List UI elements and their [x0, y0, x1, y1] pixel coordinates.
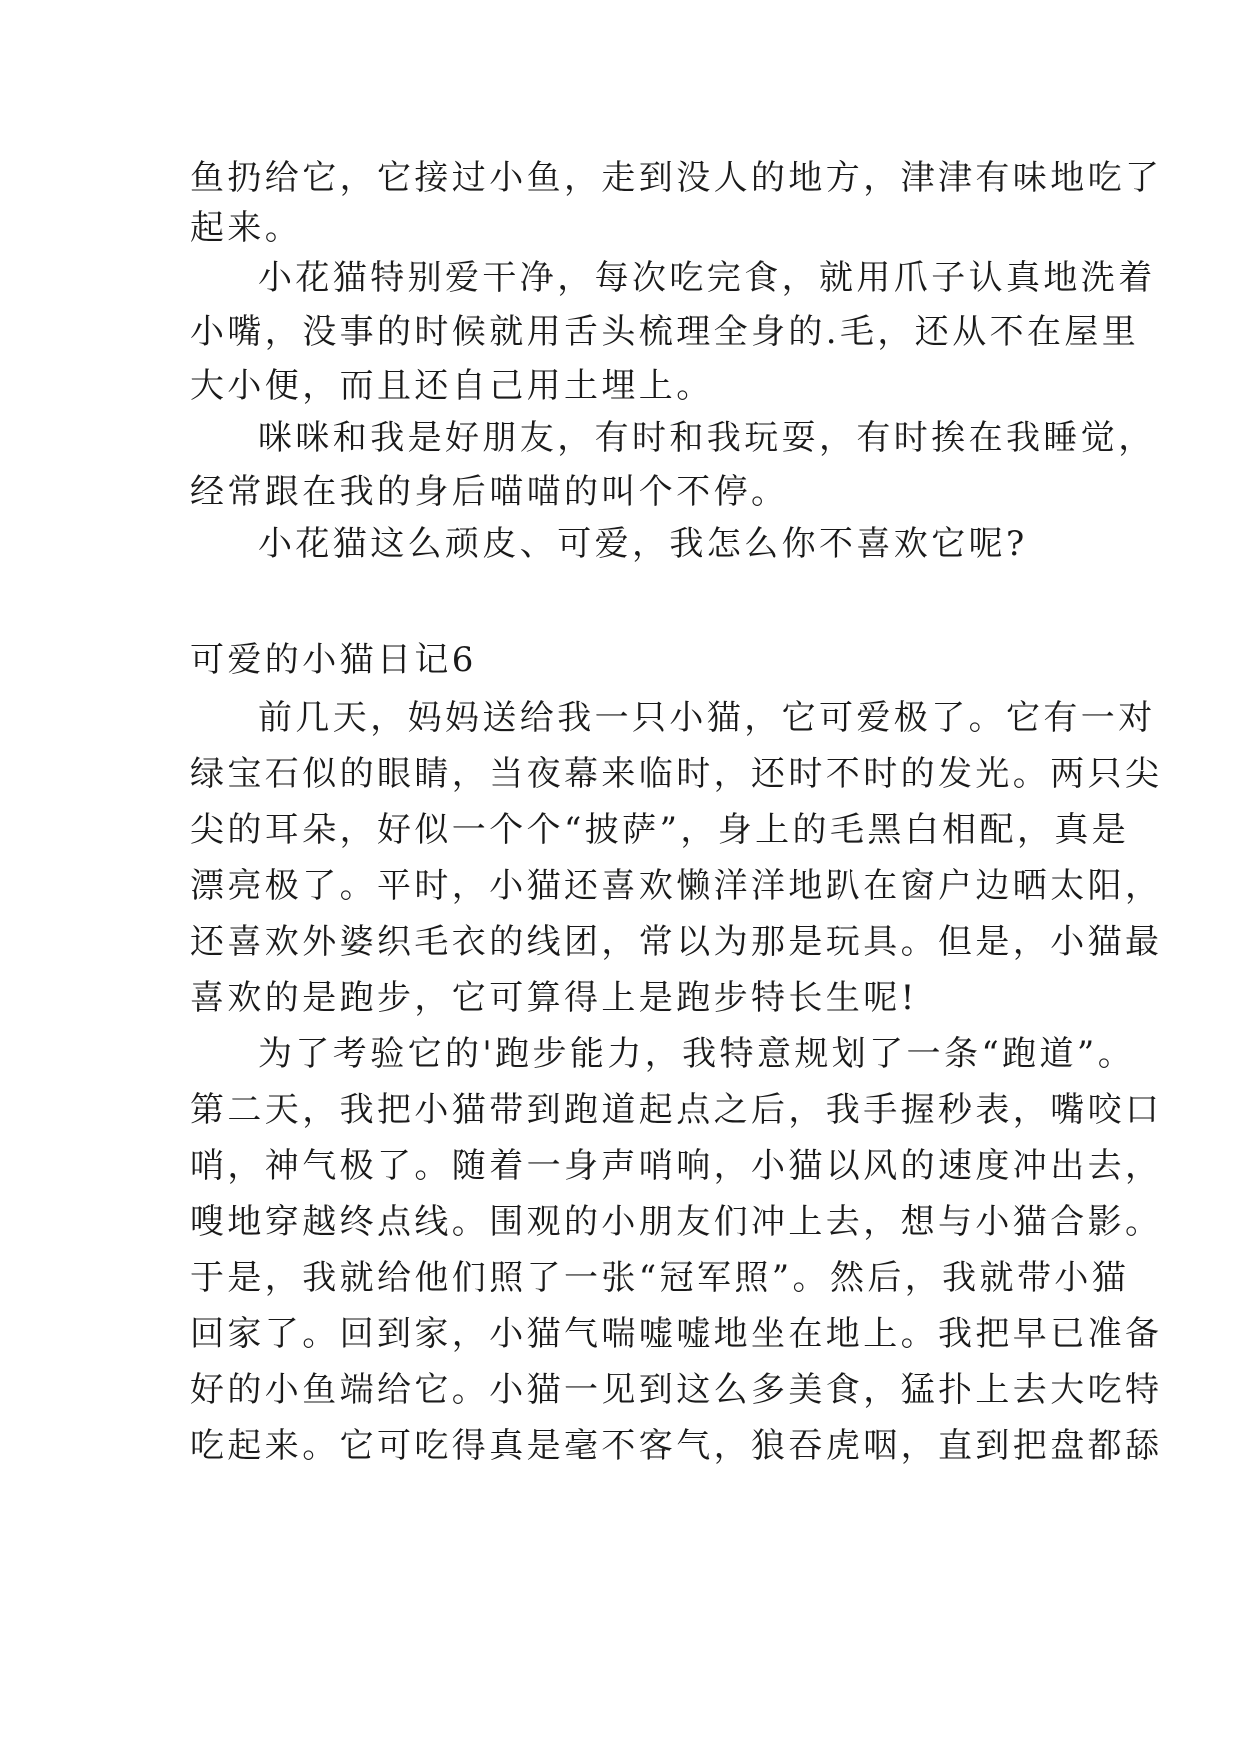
paragraph-line: 起来。 — [190, 208, 303, 248]
paragraph-line: 咪咪和我是好朋友，有时和我玩耍，有时挨在我睡觉， — [258, 418, 1156, 458]
paragraph-line: 吃起来。它可吃得真是毫不客气，狼吞虎咽，直到把盘都舔 — [190, 1426, 1163, 1466]
paragraph-line: 绿宝石似的眼睛，当夜幕来临时，还时不时的发光。两只尖 — [190, 754, 1163, 794]
paragraph-line: 尖的耳朵，好似一个个“披萨”，身上的毛黑白相配，真是 — [190, 810, 1130, 850]
paragraph-line: 喜欢的是跑步，它可算得上是跑步特长生呢! — [190, 978, 918, 1018]
paragraph-line: 前几天，妈妈送给我一只小猫，它可爱极了。它有一对 — [258, 698, 1156, 738]
paragraph-line: 嗖地穿越终点线。围观的小朋友们冲上去，想与小猫合影。 — [190, 1202, 1163, 1242]
paragraph-line: 漂亮极了。平时，小猫还喜欢懒洋洋地趴在窗户边晒太阳， — [190, 866, 1163, 906]
paragraph-line: 第二天，我把小猫带到跑道起点之后，我手握秒表，嘴咬口 — [190, 1090, 1163, 1130]
paragraph-line: 鱼扔给它，它接过小鱼，走到没人的地方，津津有味地吃了 — [190, 158, 1163, 198]
paragraph-line: 回家了。回到家，小猫气喘嘘嘘地坐在地上。我把早已准备 — [190, 1314, 1163, 1354]
paragraph-line: 小花猫这么顽皮、可爱，我怎么你不喜欢它呢? — [258, 524, 1028, 564]
paragraph-line: 好的小鱼端给它。小猫一见到这么多美食，猛扑上去大吃特 — [190, 1370, 1163, 1410]
paragraph-line: 为了考验它的'跑步能力，我特意规划了一条“跑道”。 — [258, 1034, 1136, 1074]
paragraph-line: 小花猫特别爱干净，每次吃完食，就用爪子认真地洗着 — [258, 258, 1156, 298]
heading-text: 可爱的小猫日记6 — [190, 640, 477, 680]
paragraph-line: 哨，神气极了。随着一身声哨响，小猫以风的速度冲出去， — [190, 1146, 1163, 1186]
paragraph-line: 还喜欢外婆织毛衣的线团，常以为那是玩具。但是，小猫最 — [190, 922, 1163, 962]
paragraph-line: 小嘴，没事的时候就用舌头梳理全身的.毛，还从不在屋里 — [190, 312, 1140, 352]
paragraph-line: 大小便，而且还自己用土埋上。 — [190, 366, 714, 406]
paragraph-line: 经常跟在我的身后喵喵的叫个不停。 — [190, 472, 789, 512]
paragraph-line: 于是，我就给他们照了一张“冠军照”。然后，我就带小猫 — [190, 1258, 1130, 1298]
